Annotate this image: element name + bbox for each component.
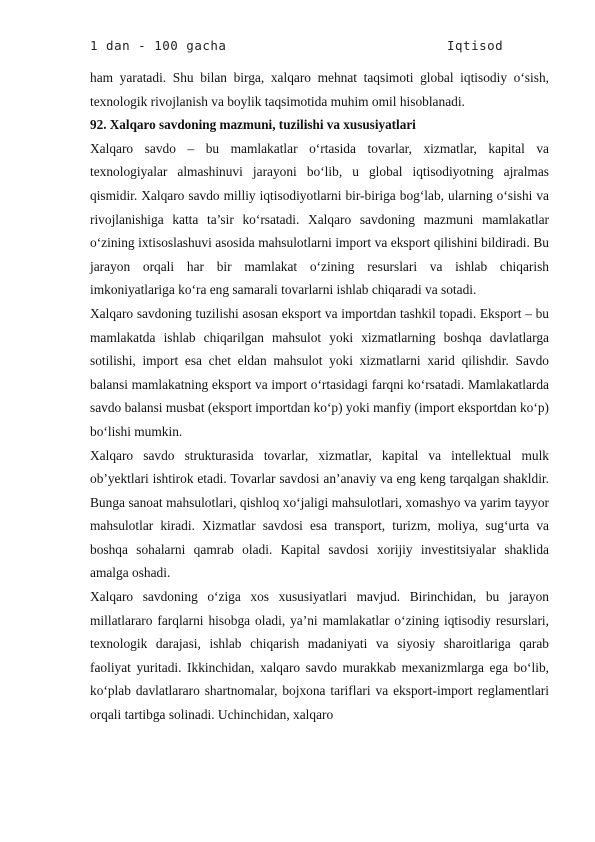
paragraph-2: Xalqaro savdoning tuzilishi asosan eksport va importdan tashkil topadi. Eksport – bu mamlakatda ishlab chiqarilgan mahsulot yoki xizmatlarning boshqa davlatlarga sotilishi, import esa chet eldan mahsulot yoki xizmatlarni xarid qilishdir. Savdo balansi mamlakatning eksport va import o‘rtasidagi farqni ko‘rsatadi. Mamlakatlarda savdo balansi musbat (eksport importdan ko‘p) yoki manfiy (import eksportdan ko‘p) bo‘lishi mumkin. <box>90 305 549 439</box>
document-body <box>90 66 549 727</box>
paragraph-3: Xalqaro savdo strukturasida tovarlar, xizmatlar, kapital va intellektual mulk ob’yektlari ishtirok etadi. Tovarlar savdosi an’anaviy va eng keng tarqalgan shakldir. Bunga sanoat mahsulotlari, qishloq xo‘jaligi mahsulotlari, xomashyo va yarim tayyor mahsulotlar kiradi. Xizmatlar savdosi esa transport, turizm, moliya, sug‘urta va boshqa sohalarni qamrab oladi. Kapital savdosi xorijiy investitsiyalar shaklida amalga oshadi. <box>90 447 549 581</box>
header-range: 1 dan - 100 gacha <box>90 38 227 53</box>
section-heading: 92. Xalqaro savdoning mazmuni, tuzilishi va xususiyatlari <box>90 117 416 133</box>
page-header <box>90 38 510 58</box>
intro-paragraph: ham yaratadi. Shu bilan birga, xalqaro mehnat taqsimoti global iqtisodiy o‘sish, texnologik rivojlanish va boylik taqsimotida muhim omil hisoblanadi. <box>90 70 549 109</box>
paragraph-4: Xalqaro savdoning o‘ziga xos xususiyatlari mavjud. Birinchidan, bu jarayon millatlararo farqlarni hisobga oladi, ya’ni mamlakatlar o‘zining iqtisodiy resurslari, texnologik darajasi, ishlab chiqarish madaniyati va siyosiy sharoitlariga qarab faoliyat yuritadi. Ikkinchidan, xalqaro savdo murakkab mexanizmlarga ega bo‘lib, ko‘plab davlatlararo shartnomalar, bojxona tariflari va eksport-import reglamentlari orqali tartibga solinadi. Uchinchidan, xalqaro <box>90 589 549 723</box>
header-subject: Iqtisod <box>447 38 504 53</box>
paragraph-1: Xalqaro savdo – bu mamlakatlar o‘rtasida tovarlar, xizmatlar, kapital va texnologiyalar almashinuvi jarayoni bo‘lib, u global iqtisodiyotning ajralmas qismidir. Xalqaro savdo milliy iqtisodiyotlarni bir-biriga bog‘lab, ularning o‘sishi va rivojlanishiga katta ta’sir ko‘rsatadi. Xalqaro savdoning mazmuni mamlakatlar o‘zining ixtisoslashuvi asosida mahsulotlarni import va eksport qilishini bildiradi. Bu jarayon orqali har bir mamlakat o‘zining resurslari va ishlab chiqarish imkoniyatlariga ko‘ra eng samarali tovarlarni ishlab chiqaradi va sotadi. <box>90 140 549 298</box>
